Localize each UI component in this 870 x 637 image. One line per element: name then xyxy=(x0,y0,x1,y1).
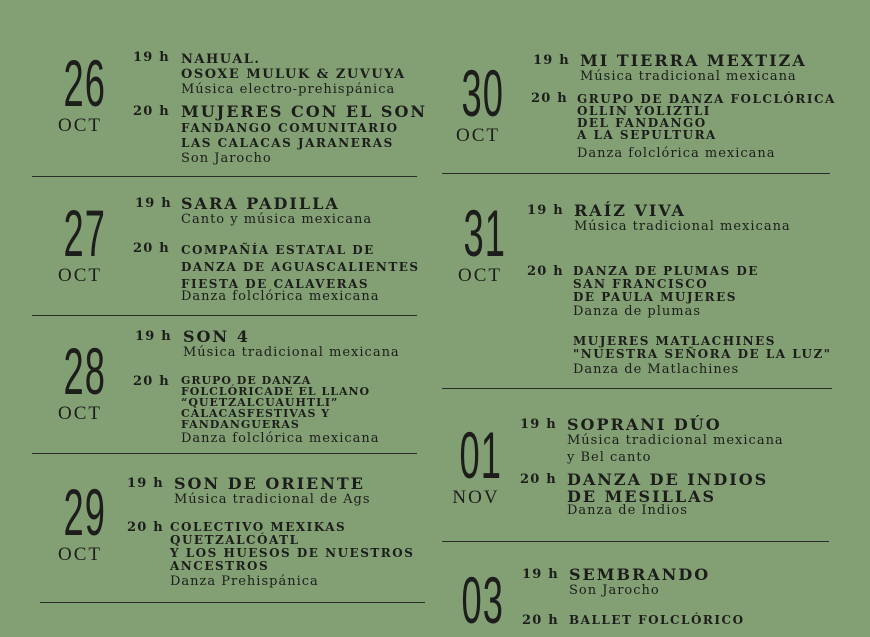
day-number: 01 xyxy=(459,418,503,492)
event-time: 20 h xyxy=(531,91,568,106)
event-time: 20 h xyxy=(127,520,164,535)
event-genre: Son Jarocho xyxy=(181,151,272,166)
month-label: OCT xyxy=(456,125,500,146)
event-subtitle: FANDANGO COMUNITARIO LAS CALACAS JARANERAS xyxy=(181,121,399,150)
event-genre: Canto y música mexicana xyxy=(181,212,373,227)
event-time: 20 h xyxy=(133,104,170,119)
event-time: 19 h xyxy=(133,50,170,65)
event-time: 19 h xyxy=(135,196,172,211)
event-time: 19 h xyxy=(522,567,559,582)
event-title: SARA PADILLA xyxy=(181,194,340,213)
event-time: 20 h xyxy=(133,374,170,389)
event-time: 19 h xyxy=(127,476,164,491)
event-time: 19 h xyxy=(533,53,570,68)
event-genre: Danza de Matlachines xyxy=(573,362,740,377)
day-number: 28 xyxy=(63,334,107,408)
date-29-oct xyxy=(50,475,110,566)
event-genre: Son Jarocho xyxy=(569,583,660,598)
date-30-oct xyxy=(448,56,508,147)
divider xyxy=(442,388,832,389)
event-title: SON 4 xyxy=(183,327,250,346)
date-26-oct xyxy=(50,46,110,137)
divider xyxy=(442,173,830,174)
event-title: GRUPO DE DANZA FOLCLÓRICADE EL LLANO “QUETZALCUAUHTLI” CALACASFESTIVAS Y FANDANGUERAS xyxy=(181,374,371,431)
event-genre: Danza folclórica mexicana xyxy=(181,431,380,446)
event-title: RAÍZ VIVA xyxy=(574,201,686,220)
month-label: OCT xyxy=(458,265,502,286)
event-time: 20 h xyxy=(527,264,564,279)
event-title: BALLET FOLCLÓRICO xyxy=(569,613,745,627)
event-genre: Danza folclórica mexicana xyxy=(577,146,776,161)
divider xyxy=(32,315,417,316)
event-title: SON DE ORIENTE xyxy=(174,474,365,493)
event-time: 20 h xyxy=(522,613,559,628)
date-03 xyxy=(448,563,508,637)
event-title: COMPAÑÍA ESTATAL DE DANZA DE AGUASCALIENTES FIESTA DE CALAVERAS xyxy=(181,243,420,291)
event-time: 19 h xyxy=(527,203,564,218)
month-label: OCT xyxy=(58,115,102,136)
day-number: 31 xyxy=(463,196,507,270)
event-genre: Danza folclórica mexicana xyxy=(181,289,380,304)
date-28-oct xyxy=(50,334,110,425)
event-genre: Danza Prehispánica xyxy=(170,574,319,589)
event-genre: Danza de plumas xyxy=(573,304,702,319)
event-genre: Música tradicional de Ags xyxy=(174,492,371,507)
day-number: 30 xyxy=(461,56,505,130)
event-title: MI TIERRA MEXTIZA xyxy=(580,51,807,70)
event-genre: Música tradicional mexicana xyxy=(567,433,784,448)
day-number: 03 xyxy=(461,563,505,637)
event-title: DANZA DE PLUMAS DE SAN FRANCISCO DE PAULA MUJERES xyxy=(573,264,759,304)
event-genre: Música tradicional mexicana xyxy=(580,69,797,84)
date-31-oct xyxy=(450,196,510,287)
event-genre: Música tradicional mexicana xyxy=(183,345,400,360)
event-title: GRUPO DE DANZA FOLCLÓRICA OLLIN YOLIZTLI DEL FANDANGO A LA SEPULTURA xyxy=(577,92,836,142)
event-title: MUJERES MATLACHINES "NUESTRA SEÑORA DE LA LUZ" xyxy=(573,334,832,361)
event-title: DANZA DE INDIOS DE MESILLAS xyxy=(567,470,769,506)
divider xyxy=(40,602,425,603)
month-label: OCT xyxy=(58,265,102,286)
day-number: 26 xyxy=(63,46,107,120)
month-label: NOV xyxy=(452,487,500,508)
event-title: SOPRANI DÚO xyxy=(567,415,722,434)
date-27-oct xyxy=(50,196,110,287)
event-genre: Música tradicional mexicana xyxy=(574,219,791,234)
event-title: MUJERES CON EL SON xyxy=(181,102,428,121)
event-time: 20 h xyxy=(520,472,557,487)
month-label: OCT xyxy=(58,403,102,424)
event-title: SEMBRANDO xyxy=(569,565,711,584)
divider xyxy=(32,453,417,454)
event-time: 19 h xyxy=(135,329,172,344)
month-label: OCT xyxy=(58,544,102,565)
divider xyxy=(442,541,829,542)
event-title: NAHUAL. OSOXE MULUK & ZUVUYA xyxy=(181,52,406,82)
event-genre: Danza de Indios xyxy=(567,503,688,518)
event-title: COLECTIVO MEXIKAS QUETZALCÓATL Y LOS HUESOS DE NUESTROS ANCESTROS xyxy=(170,520,415,573)
event-time: 20 h xyxy=(133,241,170,256)
event-genre-line2: y Bel canto xyxy=(567,450,652,465)
event-time: 19 h xyxy=(520,417,557,432)
day-number: 27 xyxy=(63,196,107,270)
divider xyxy=(32,176,417,177)
day-number: 29 xyxy=(63,475,107,549)
date-01-nov xyxy=(446,418,506,509)
event-genre: Música electro-prehispánica xyxy=(181,82,396,97)
